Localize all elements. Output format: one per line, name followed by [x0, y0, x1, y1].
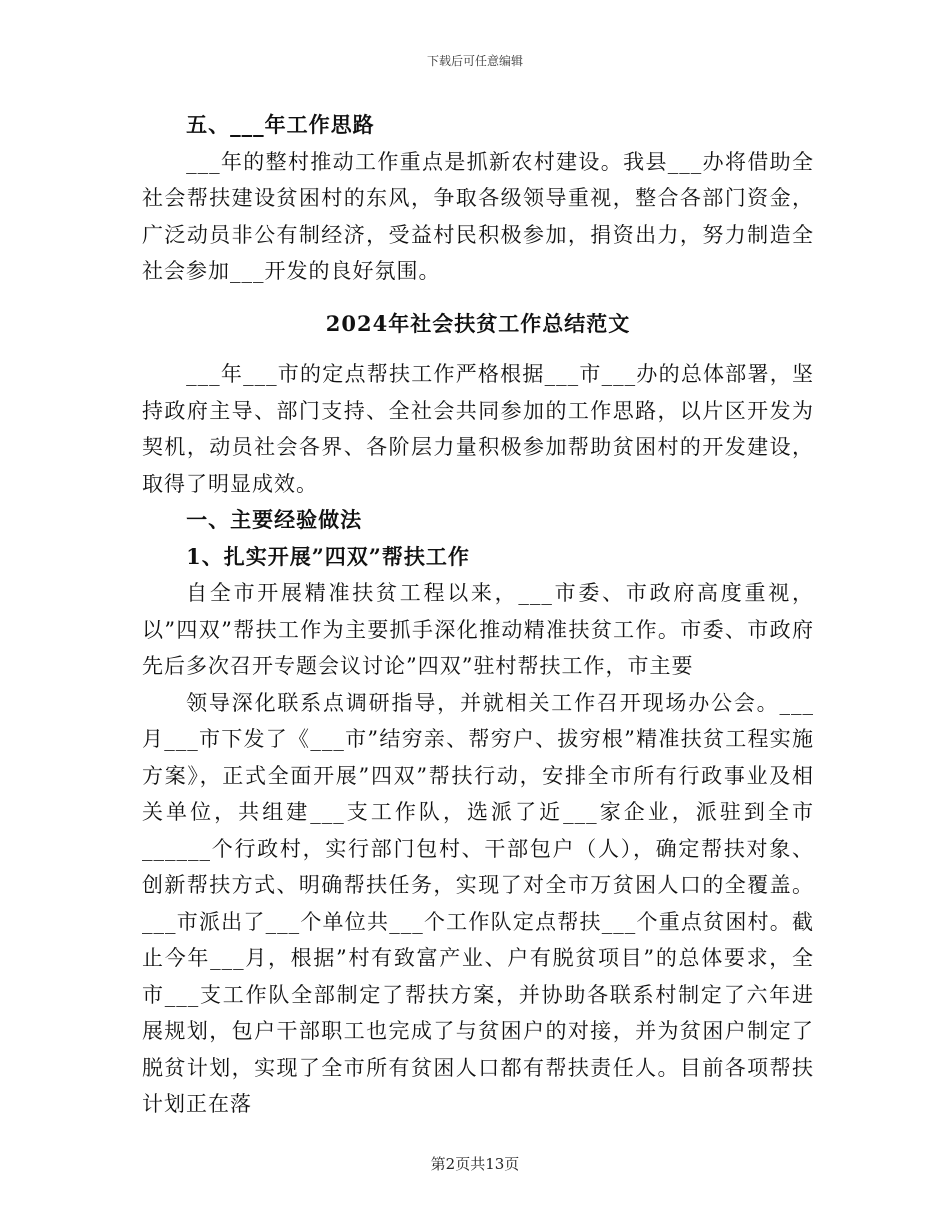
subsection-heading-four-double: 1、扎实开展”四双”帮扶工作: [186, 543, 470, 569]
document-title: 2024年社会扶贫工作总结范文: [325, 310, 631, 336]
page-header-note: 下载后可任意编辑: [426, 54, 523, 68]
page-number: 第2页共13页: [430, 1155, 520, 1173]
document-body: [142, 107, 814, 1123]
section-heading-main-experience: 一、主要经验做法: [186, 507, 363, 532]
section-heading-work-plan: 五、___年工作思路: [186, 112, 375, 137]
paragraph-work-plan: ___年的整村推动工作重点是抓新农村建设。我县___办将借助全社会帮扶建设贫困村的东风，争取各级领导重视，整合各部门资金，广泛动员非公有制经济，受益村民积极参加，捐资出力，努力制造全社会参加___开发的良好氛围。: [142, 149, 814, 283]
paragraph-four-double-1: 自全市开展精准扶贫工程以来，___市委、市政府高度重视，以”四双”帮扶工作为主要抓手深化推动精准扶贫工作。市委、市政府先后多次召开专题会议讨论”四双”驻村帮扶工作，市主要: [142, 581, 814, 678]
paragraph-four-double-2: 领导深化联系点调研指导，并就相关工作召开现场办公会。___月___市下发了《___市”结穷亲、帮穷户、拔穷根”精准扶贫工程实施方案》，正式全面开展”四双”帮扶行动，安排全市所有行政事业及相关单位，共组建___支工作队，选派了近___家企业，派驻到全市______个行政村，实行部门包村、干部包户（人），确定帮扶对象、创新帮扶方式、明确帮扶任务，实现了对全市万贫困人口的全覆盖。___市派出了___个单位共___个工作队定点帮扶___个重点贫困村。截止今年___月，根据”村有致富产业、户有脱贫项目”的总体要求，全市___支工作队全部制定了帮扶方案，并协助各联系村制定了六年进展规划，包户干部职工也完成了与贫困户的对接，并为贫困户制定了脱贫计划，实现了全市所有贫困人口都有帮扶责任人。目前各项帮扶计划正在落: [142, 690, 814, 1116]
paragraph-intro: ___年___市的定点帮扶工作严格根据___市___办的总体部署，坚持政府主导、部门支持、全社会共同参加的工作思路，以片区开发为契机，动员社会各界、各阶层力量积极参加帮助贫困村的开发建设，取得了明显成效。: [142, 362, 814, 496]
